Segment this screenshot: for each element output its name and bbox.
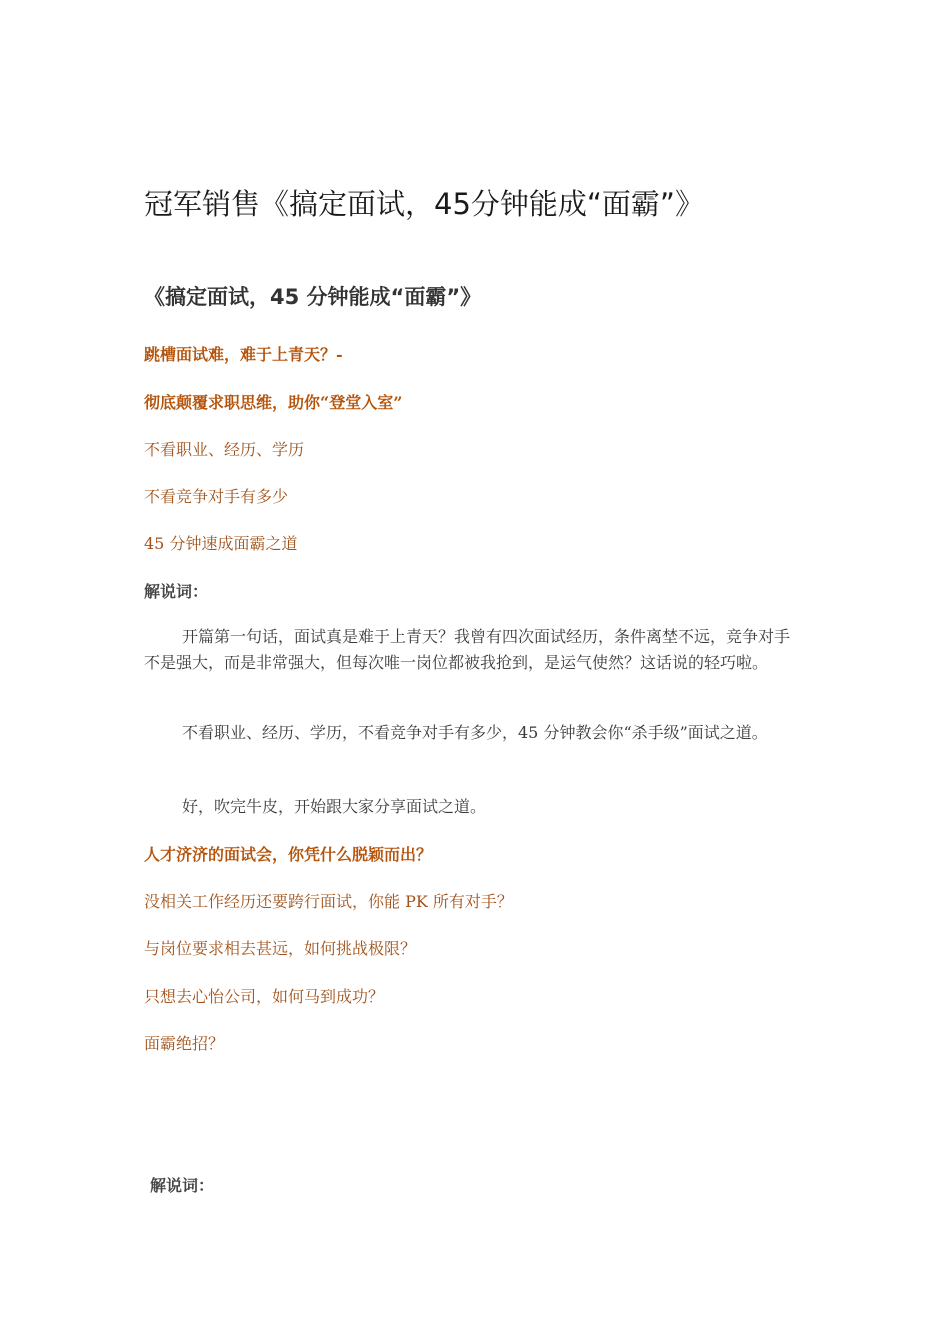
point-2: 不看竞争对手有多少 xyxy=(144,487,289,506)
headline-3: 人才济济的面试会，你凭什么脱颖而出？ xyxy=(144,845,433,864)
headline-1: 跳槽面试难，难于上青天？- xyxy=(144,345,343,364)
paragraph-1: 开篇第一句话，面试真是难于上青天？我曾有四次面试经历，条件离埜不远，竞争对手不是强大，而是非常强大，但每次唯一岗位都被我抢到，是运气使然？这话说的轻巧啦。 xyxy=(144,627,791,672)
question-2: 与岗位要求相去甚远，如何挑战极限？ xyxy=(144,939,417,958)
question-1: 没相关工作经历还要跨行面试，你能 PK 所有对手？ xyxy=(144,892,513,911)
question-3: 只想去心怡公司，如何马到成功？ xyxy=(144,987,385,1006)
commentary-label-1: 解说词： xyxy=(144,582,209,601)
paragraph-2: 不看职业、经历、学历，不看竞争对手有多少，45 分钟教会你“杀手级”面试之道。 xyxy=(182,723,768,742)
headline-2: 彻底颠覆求职思维，助你“登堂入室” xyxy=(144,393,403,412)
commentary-label-2: 解说词： xyxy=(150,1176,215,1195)
point-1: 不看职业、经历、学历 xyxy=(144,440,305,459)
document-subtitle: 《搞定面试，45 分钟能成“面霸”》 xyxy=(144,285,482,309)
paragraph-3: 好，吹完牛皮，开始跟大家分享面试之道。 xyxy=(182,797,487,816)
question-4: 面霸绝招？ xyxy=(144,1034,225,1053)
document-title: 冠军销售《搞定面试，45分钟能成“面霸”》 xyxy=(144,187,704,221)
point-3: 45 分钟速成面霸之道 xyxy=(144,534,298,553)
